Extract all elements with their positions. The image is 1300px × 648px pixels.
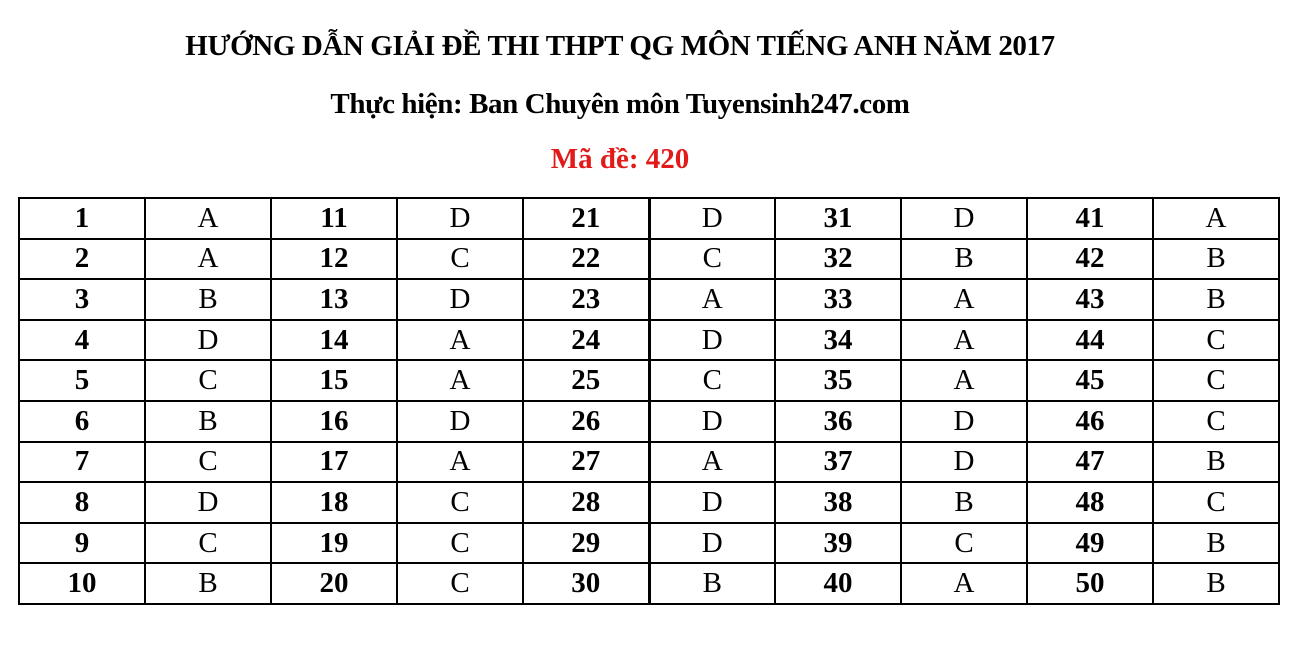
answer-letter: D <box>649 320 775 361</box>
answer-letter: D <box>649 523 775 564</box>
answer-letter: A <box>145 239 271 280</box>
answer-letter: B <box>649 563 775 604</box>
question-number: 48 <box>1027 482 1153 523</box>
answer-letter: B <box>1153 279 1279 320</box>
question-number: 13 <box>271 279 397 320</box>
question-number: 41 <box>1027 198 1153 239</box>
question-number: 44 <box>1027 320 1153 361</box>
answer-letter: D <box>145 320 271 361</box>
question-number: 46 <box>1027 401 1153 442</box>
question-number: 37 <box>775 442 901 483</box>
answer-letter: D <box>397 401 523 442</box>
answer-letter: C <box>1153 360 1279 401</box>
question-number: 11 <box>271 198 397 239</box>
table-row <box>19 482 1279 523</box>
answer-letter: D <box>649 482 775 523</box>
question-number: 21 <box>523 198 649 239</box>
question-number: 22 <box>523 239 649 280</box>
question-number: 5 <box>19 360 145 401</box>
question-number: 20 <box>271 563 397 604</box>
answer-letter: C <box>1153 401 1279 442</box>
table-row <box>19 239 1279 280</box>
answer-letter: C <box>145 442 271 483</box>
answer-letter: B <box>901 482 1027 523</box>
question-number: 34 <box>775 320 901 361</box>
question-number: 47 <box>1027 442 1153 483</box>
question-number: 10 <box>19 563 145 604</box>
answer-letter: A <box>397 320 523 361</box>
answer-letter: C <box>397 523 523 564</box>
answer-letter: A <box>901 563 1027 604</box>
table-row <box>19 279 1279 320</box>
answer-letter: D <box>397 198 523 239</box>
answer-letter: C <box>397 239 523 280</box>
table-row <box>19 401 1279 442</box>
table-row <box>19 320 1279 361</box>
question-number: 18 <box>271 482 397 523</box>
table-row <box>19 360 1279 401</box>
answer-letter: B <box>1153 523 1279 564</box>
question-number: 19 <box>271 523 397 564</box>
question-number: 8 <box>19 482 145 523</box>
question-number: 38 <box>775 482 901 523</box>
question-number: 30 <box>523 563 649 604</box>
answer-letter: A <box>1153 198 1279 239</box>
answer-letter: C <box>397 482 523 523</box>
question-number: 33 <box>775 279 901 320</box>
answer-letter: A <box>397 442 523 483</box>
answer-letter: C <box>145 360 271 401</box>
answer-letter: C <box>901 523 1027 564</box>
answer-key-table <box>18 197 1280 605</box>
document-title: HƯỚNG DẪN GIẢI ĐỀ THI THPT QG MÔN TIẾNG ANH NĂM 2017 <box>185 30 1055 62</box>
question-number: 16 <box>271 401 397 442</box>
answer-letter: B <box>1153 563 1279 604</box>
question-number: 25 <box>523 360 649 401</box>
answer-letter: C <box>1153 482 1279 523</box>
table-row <box>19 523 1279 564</box>
answer-letter: D <box>901 198 1027 239</box>
question-number: 12 <box>271 239 397 280</box>
question-number: 15 <box>271 360 397 401</box>
answer-letter: B <box>145 279 271 320</box>
answer-key-body <box>19 198 1279 604</box>
answer-letter: A <box>901 279 1027 320</box>
question-number: 39 <box>775 523 901 564</box>
question-number: 14 <box>271 320 397 361</box>
answer-letter: A <box>397 360 523 401</box>
table-row <box>19 442 1279 483</box>
answer-letter: D <box>901 401 1027 442</box>
exam-code <box>0 143 1240 176</box>
answer-letter: A <box>901 320 1027 361</box>
question-number: 9 <box>19 523 145 564</box>
question-number: 50 <box>1027 563 1153 604</box>
answer-letter: B <box>145 563 271 604</box>
question-number: 49 <box>1027 523 1153 564</box>
question-number: 36 <box>775 401 901 442</box>
answer-letter: D <box>901 442 1027 483</box>
answer-letter: C <box>397 563 523 604</box>
question-number: 32 <box>775 239 901 280</box>
question-number: 24 <box>523 320 649 361</box>
document-subtitle: Thực hiện: Ban Chuyên môn Tuyensinh247.com <box>330 88 910 120</box>
answer-letter: C <box>649 360 775 401</box>
answer-letter: C <box>145 523 271 564</box>
question-number: 17 <box>271 442 397 483</box>
question-number: 31 <box>775 198 901 239</box>
answer-letter: D <box>649 198 775 239</box>
answer-letter: D <box>145 482 271 523</box>
question-number: 6 <box>19 401 145 442</box>
table-row <box>19 198 1279 239</box>
question-number: 23 <box>523 279 649 320</box>
question-number: 40 <box>775 563 901 604</box>
answer-letter: B <box>145 401 271 442</box>
answer-letter: A <box>649 279 775 320</box>
question-number: 1 <box>19 198 145 239</box>
question-number: 3 <box>19 279 145 320</box>
question-number: 42 <box>1027 239 1153 280</box>
question-number: 4 <box>19 320 145 361</box>
answer-letter: D <box>649 401 775 442</box>
question-number: 27 <box>523 442 649 483</box>
answer-letter: D <box>397 279 523 320</box>
question-number: 26 <box>523 401 649 442</box>
question-number: 35 <box>775 360 901 401</box>
answer-letter: B <box>1153 442 1279 483</box>
question-number: 7 <box>19 442 145 483</box>
answer-letter: A <box>649 442 775 483</box>
exam-code-label: Mã đề: 420 <box>550 143 690 175</box>
answer-letter: B <box>901 239 1027 280</box>
question-number: 2 <box>19 239 145 280</box>
answer-letter: A <box>901 360 1027 401</box>
question-number: 29 <box>523 523 649 564</box>
answer-letter: C <box>649 239 775 280</box>
question-number: 43 <box>1027 279 1153 320</box>
answer-letter: C <box>1153 320 1279 361</box>
answer-letter: A <box>145 198 271 239</box>
question-number: 45 <box>1027 360 1153 401</box>
answer-letter: B <box>1153 239 1279 280</box>
question-number: 28 <box>523 482 649 523</box>
table-row <box>19 563 1279 604</box>
